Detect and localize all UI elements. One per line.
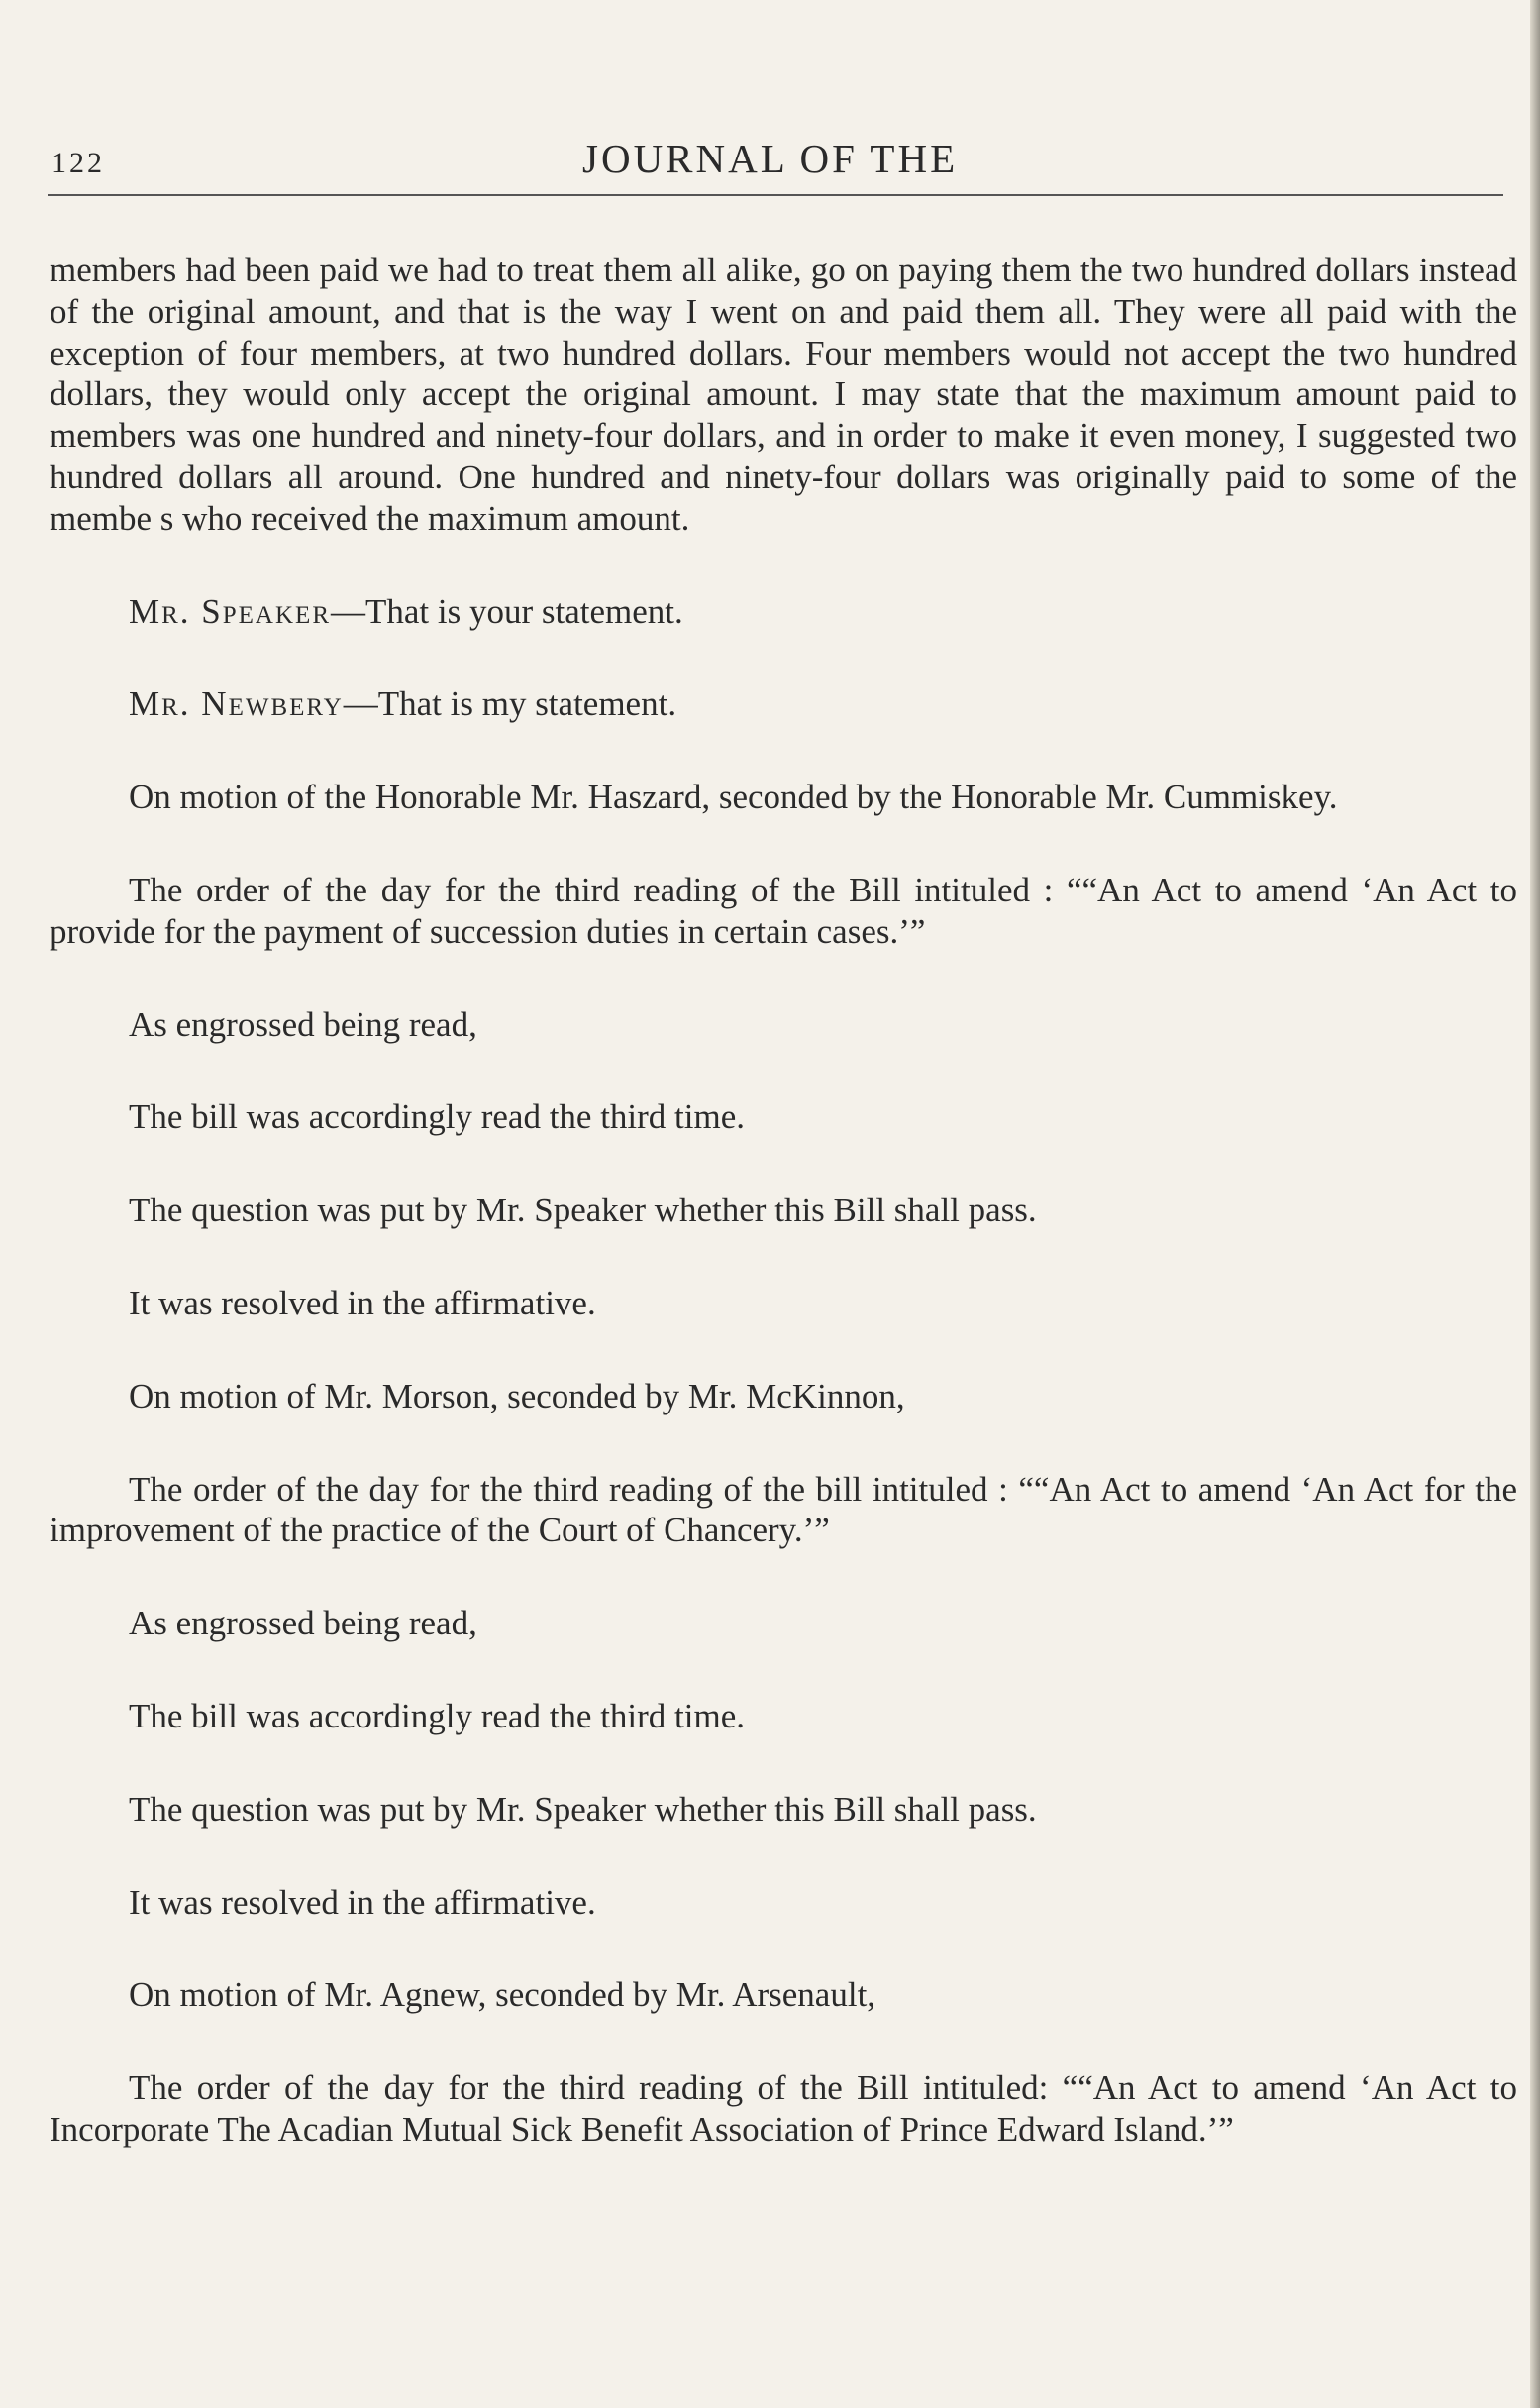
paragraph-continued-statement: members had been paid we had to treat them all alike, go on paying them the two hundred dollars instead of the original amount, and that is the way I went on and paid them all. They were all paid with the exception of four members, at two hundred dollars. Four members would not accept the two hundred dollars, they would only accept the original amount. I may state that the maximum amount paid to members was one hundred and ninety-four dollars, and in order to make it even money, I suggested two hundred dollars all around. One hundred and ninety-four dollars was originally paid to some of the membe s who received the maximum amount. xyxy=(50,251,1517,538)
paragraph-question-2: The question was put by Mr. Speaker whether this Bill shall pass. xyxy=(129,1789,1037,1829)
paragraph-resolved-1: It was resolved in the affirmative. xyxy=(129,1283,596,1322)
speaker-name: Mr. Speaker xyxy=(129,591,331,631)
paragraph-resolved-2: It was resolved in the affirmative. xyxy=(129,1882,596,1922)
paragraph-engrossed-1: As engrossed being read, xyxy=(129,1004,477,1044)
paragraph-third-reading-1: The bill was accordingly read the third time. xyxy=(129,1098,746,1137)
paragraph-third-reading-2: The bill was accordingly read the third time. xyxy=(129,1696,746,1735)
speech-text: —That is my statement. xyxy=(343,684,677,724)
page-number: 122 xyxy=(51,147,105,179)
paragraph-order-acadian-mutual: The order of the day for the third reading of the Bill intituled: ““An Act to amend ‘An Act to Incorporate The Acadian Mutual Sick Benefit Association of Prince Edward Island.’” xyxy=(50,2068,1517,2148)
paragraph-motion-agnew: On motion of Mr. Agnew, seconded by Mr. Arsenault, xyxy=(129,1975,876,2015)
journal-body xyxy=(50,250,1517,2202)
header-rule xyxy=(48,194,1503,196)
paragraph-motion-morson: On motion of Mr. Morson, seconded by Mr. McKinnon, xyxy=(129,1376,905,1415)
running-head-title: JOURNAL OF THE xyxy=(582,136,959,181)
paragraph-motion-haszard: On motion of the Honorable Mr. Haszard, seconded by the Honorable Mr. Cummiskey. xyxy=(129,778,1338,817)
speech-speaker xyxy=(50,591,1517,633)
paragraph-question-1: The question was put by Mr. Speaker whether this Bill shall pass. xyxy=(129,1191,1037,1230)
paragraph-engrossed-2: As engrossed being read, xyxy=(129,1604,477,1643)
speech-text: —That is your statement. xyxy=(331,591,683,631)
page-edge-shadow xyxy=(1530,0,1540,2408)
speech-newbery xyxy=(50,683,1517,725)
paragraph-order-succession-duties: The order of the day for the third reading of the Bill intituled : ““An Act to amend ‘An Act to provide for the payment of succession duties in certain cases.’” xyxy=(50,870,1517,951)
speaker-name: Mr. Newbery xyxy=(129,684,344,724)
paragraph-order-chancery: The order of the day for the third reading of the bill intituled : ““An Act to amend ‘An Act for the improvement of the practice of the Court of Chancery.’” xyxy=(50,1469,1517,1550)
